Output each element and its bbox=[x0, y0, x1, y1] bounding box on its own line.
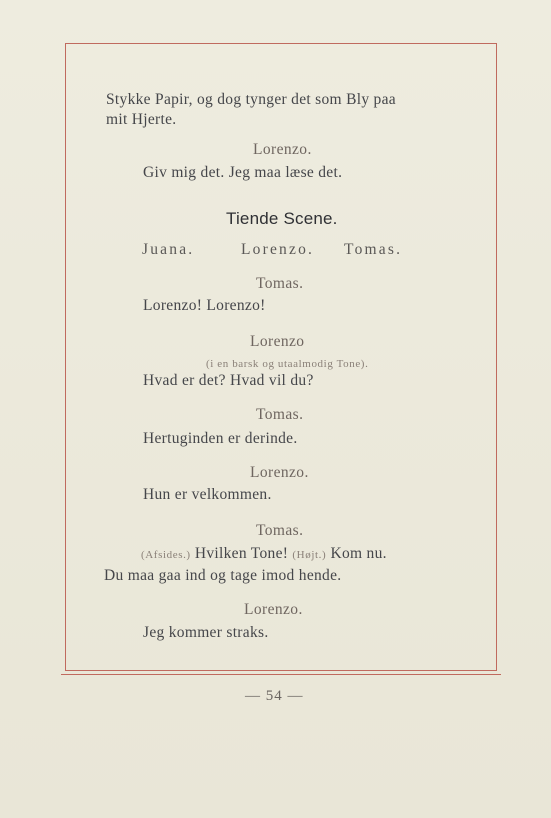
speaker-name: Lorenzo. bbox=[244, 601, 303, 618]
speaker-name: Tomas. bbox=[256, 406, 304, 423]
speaker-name: Lorenzo. bbox=[253, 141, 312, 158]
speaker-name: Lorenzo. bbox=[250, 464, 309, 481]
speaker-name: Lorenzo bbox=[250, 333, 305, 350]
text-line: Giv mig det. Jeg maa læse det. bbox=[143, 164, 343, 181]
text-line: mit Hjerte. bbox=[106, 111, 177, 128]
cast-member: Juana. bbox=[142, 241, 195, 258]
text-fragment: Hvilken Tone! bbox=[194, 545, 289, 562]
text-line: Hertuginden er derinde. bbox=[143, 430, 298, 447]
text-line: Hvad er det? Hvad vil du? bbox=[143, 372, 314, 389]
text-fragment: Kom nu. bbox=[330, 545, 387, 562]
aside-direction: (Højt.) bbox=[292, 549, 327, 561]
text-line: Hun er velkommen. bbox=[143, 486, 272, 503]
page-border-rule bbox=[61, 674, 501, 675]
text-line: Jeg kommer straks. bbox=[143, 624, 269, 641]
text-line: Du maa gaa ind og tage imod hende. bbox=[104, 567, 342, 584]
aside-direction: (Afsides.) bbox=[141, 549, 191, 561]
cast-member: Lorenzo. bbox=[241, 241, 315, 258]
scene-title: Tiende Scene. bbox=[226, 209, 338, 228]
cast-member: Tomas. bbox=[344, 241, 403, 258]
text-line: Stykke Papir, og dog tynger det som Bly paa bbox=[106, 91, 396, 108]
speaker-name: Tomas. bbox=[256, 522, 304, 539]
page-number: — 54 — bbox=[245, 688, 304, 704]
stage-direction: (i en barsk og utaalmodig Tone). bbox=[206, 358, 369, 370]
text-line bbox=[141, 545, 387, 563]
speaker-name: Tomas. bbox=[256, 275, 304, 292]
text-line: Lorenzo! Lorenzo! bbox=[143, 297, 266, 314]
